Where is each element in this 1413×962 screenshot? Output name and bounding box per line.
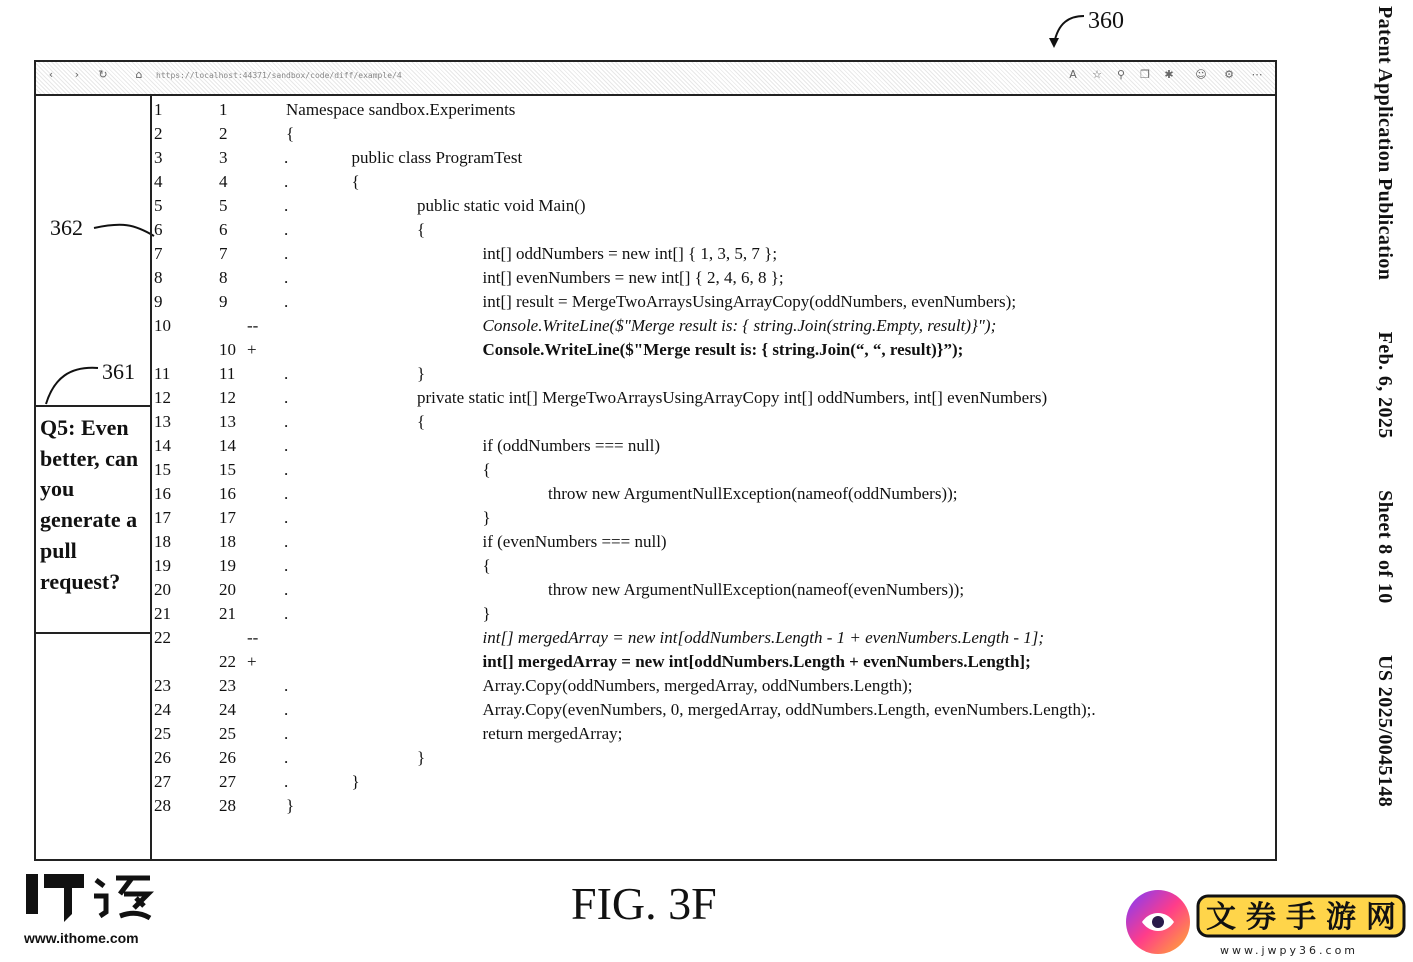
code-text: if (evenNumbers === null) [482,532,667,551]
code-text: Array.Copy(oddNumbers, mergedArray, oddNumbers.Length); [482,676,913,695]
new-line-number: 14 [219,436,236,455]
new-line-number: 28 [219,796,236,815]
more-icon[interactable]: ⋯ [1251,68,1263,81]
new-line-number: 1 [219,100,228,119]
new-line-number: 10 [219,340,236,359]
new-line-number: 21 [219,604,236,623]
new-line-number: 24 [219,700,236,719]
chat-divider [36,632,150,634]
new-line-number: 18 [219,532,236,551]
code-text: public static void Main() [417,196,586,215]
profile-icon[interactable]: ☺ [1195,68,1207,81]
code-text: int[] oddNumbers = new int[] { 1, 3, 5, 7 }; [482,244,778,263]
new-line-number: 22 [219,652,236,671]
chat-question[interactable]: Q5: Even better, can you generate a pull request? [40,415,139,594]
new-line-number: 16 [219,484,236,503]
old-line-number: 12 [154,388,171,407]
search-icon[interactable]: ⚲ [1116,68,1126,81]
old-line-number: 23 [154,676,171,695]
forward-icon[interactable]: › [74,68,80,81]
new-line-number: 19 [219,556,236,575]
code-text: } [417,364,426,383]
new-line-number: 3 [219,148,228,167]
unchanged-marker: . [284,436,289,455]
code-text: { [482,460,491,479]
diff-marker: + [247,340,257,359]
sheet-number: Sheet 8 of 10 [1374,490,1396,604]
unchanged-marker: . [284,292,289,311]
settings-icon[interactable]: ⚙ [1224,68,1234,81]
old-line-number: 24 [154,700,171,719]
browser-window [34,60,1277,861]
new-line-number: 15 [219,460,236,479]
code-text: return mergedArray; [482,724,623,743]
code-text: { [417,412,426,431]
svg-text:券: 券 [1246,900,1276,935]
code-text: if (oddNumbers === null) [482,436,660,455]
code-text: { [351,172,360,191]
unchanged-marker: . [284,532,289,551]
code-text: Console.WriteLine($"Merge result is: { string.Join(string.Empty, result)}"); [482,316,997,335]
address-bar[interactable]: https://localhost:44371/sandbox/code/diff/example/4 [156,71,402,80]
unchanged-marker: . [284,748,289,767]
chat-pane [36,95,152,859]
old-line-number: 14 [154,436,171,455]
unchanged-marker: . [284,676,289,695]
code-text: } [286,796,295,815]
unchanged-marker: . [284,724,289,743]
ithome-logo [24,872,154,922]
favorites-icon[interactable]: ☆ [1092,68,1102,81]
new-line-number: 6 [219,220,228,239]
unchanged-marker: . [284,388,289,407]
unchanged-marker: . [284,172,289,191]
unchanged-marker: . [284,508,289,527]
browser-toolbar [36,62,1275,96]
code-text: int[] evenNumbers = new int[] { 2, 4, 6, 8 }; [482,268,784,287]
new-line-number: 26 [219,748,236,767]
lock-icon: ⌂ [135,68,143,81]
extensions-icon[interactable]: ✱ [1164,68,1174,81]
code-text: Console.WriteLine($"Merge result is: { string.Join(“, “, result)}”); [482,340,964,359]
old-line-number: 16 [154,484,171,503]
code-text: throw new ArgumentNullException(nameof(oddNumbers)); [548,484,958,503]
ithome-url: www.ithome.com [24,930,139,946]
old-line-number: 27 [154,772,171,791]
old-line-number: 5 [154,196,163,215]
unchanged-marker: . [284,556,289,575]
old-line-number: 28 [154,796,171,815]
unchanged-marker: . [284,604,289,623]
unchanged-marker: . [284,772,289,791]
svg-text:文: 文 [1206,900,1236,935]
new-line-number: 9 [219,292,228,311]
old-line-number: 17 [154,508,171,527]
old-line-number: 19 [154,556,171,575]
chat-divider [36,405,150,407]
code-text: throw new ArgumentNullException(nameof(evenNumbers)); [548,580,965,599]
svg-text:游: 游 [1326,900,1356,935]
new-line-number: 8 [219,268,228,287]
reference-360-arrow [1044,12,1094,52]
diff-marker: -- [247,316,259,335]
old-line-number: 26 [154,748,171,767]
code-text: } [482,604,491,623]
new-line-number: 2 [219,124,228,143]
old-line-number: 20 [154,580,171,599]
publication-number: US 2025/0045148 [1374,655,1396,808]
old-line-number: 6 [154,220,163,239]
unchanged-marker: . [284,196,289,215]
code-text: { [417,220,426,239]
unchanged-marker: . [284,268,289,287]
code-text: int[] mergedArray = new int[oddNumbers.Length - 1 + evenNumbers.Length - 1]; [482,628,1045,647]
new-line-number: 23 [219,676,236,695]
new-line-number: 7 [219,244,228,263]
reference-361: 361 [102,359,135,384]
old-line-number: 21 [154,604,171,623]
new-line-number: 13 [219,412,236,431]
new-line-number: 25 [219,724,236,743]
collections-icon[interactable]: ❐ [1140,68,1150,81]
reload-icon[interactable]: ↻ [98,68,108,81]
old-line-number: 3 [154,148,163,167]
unchanged-marker: . [284,412,289,431]
unchanged-marker: . [284,148,289,167]
code-text: int[] mergedArray = new int[oddNumbers.Length + evenNumbers.Length]; [482,652,1031,671]
patent-header [1373,6,1396,853]
new-line-number: 27 [219,772,236,791]
old-line-number: 15 [154,460,171,479]
new-line-number: 20 [219,580,236,599]
new-line-number: 12 [219,388,236,407]
old-line-number: 2 [154,124,163,143]
game-site-url: www.jwpy36.com [1220,944,1359,957]
new-line-number: 5 [219,196,228,215]
old-line-number: 10 [154,316,171,335]
unchanged-marker: . [284,700,289,719]
old-line-number: 25 [154,724,171,743]
old-line-number: 13 [154,412,171,431]
unchanged-marker: . [284,244,289,263]
publication-title: Patent Application Publication [1374,6,1396,281]
old-line-number: 9 [154,292,163,311]
publication-date: Feb. 6, 2025 [1374,331,1396,439]
old-line-number: 8 [154,268,163,287]
old-line-number: 7 [154,244,163,263]
code-text: Namespace sandbox.Experiments [286,100,516,119]
unchanged-marker: . [284,220,289,239]
reference-360: 360 [1088,8,1124,34]
figure-caption: FIG. 3F [571,878,717,929]
code-text: } [482,508,491,527]
read-aloud-icon[interactable]: A [1069,68,1077,81]
old-line-number: 11 [154,364,171,383]
code-text: int[] result = MergeTwoArraysUsingArrayCopy(oddNumbers, evenNumbers); [482,292,1017,311]
back-icon[interactable]: ‹ [48,68,54,81]
code-text: private static int[] MergeTwoArraysUsingArrayCopy int[] oddNumbers, int[] evenNumbers) [417,388,1048,407]
code-text: { [482,556,491,575]
unchanged-marker: . [284,580,289,599]
unchanged-marker: . [284,484,289,503]
unchanged-marker: . [284,364,289,383]
new-line-number: 17 [219,508,236,527]
old-line-number: 22 [154,628,171,647]
old-line-number: 4 [154,172,163,191]
new-line-number: 4 [219,172,228,191]
code-text: public class ProgramTest [351,148,523,167]
reference-362: 362 [50,215,83,240]
svg-text:网: 网 [1366,900,1396,935]
game-site-logo [1120,882,1412,960]
code-text: Array.Copy(evenNumbers, 0, mergedArray, oddNumbers.Length, evenNumbers.Length);. [482,700,1096,719]
code-text: } [351,772,360,791]
diff-marker: -- [247,628,259,647]
svg-text:手: 手 [1286,900,1316,935]
old-line-number: 18 [154,532,171,551]
diff-marker: + [247,652,257,671]
new-line-number: 11 [219,364,236,383]
old-line-number: 1 [154,100,163,119]
unchanged-marker: . [284,460,289,479]
code-text: } [417,748,426,767]
code-text: { [286,124,295,143]
